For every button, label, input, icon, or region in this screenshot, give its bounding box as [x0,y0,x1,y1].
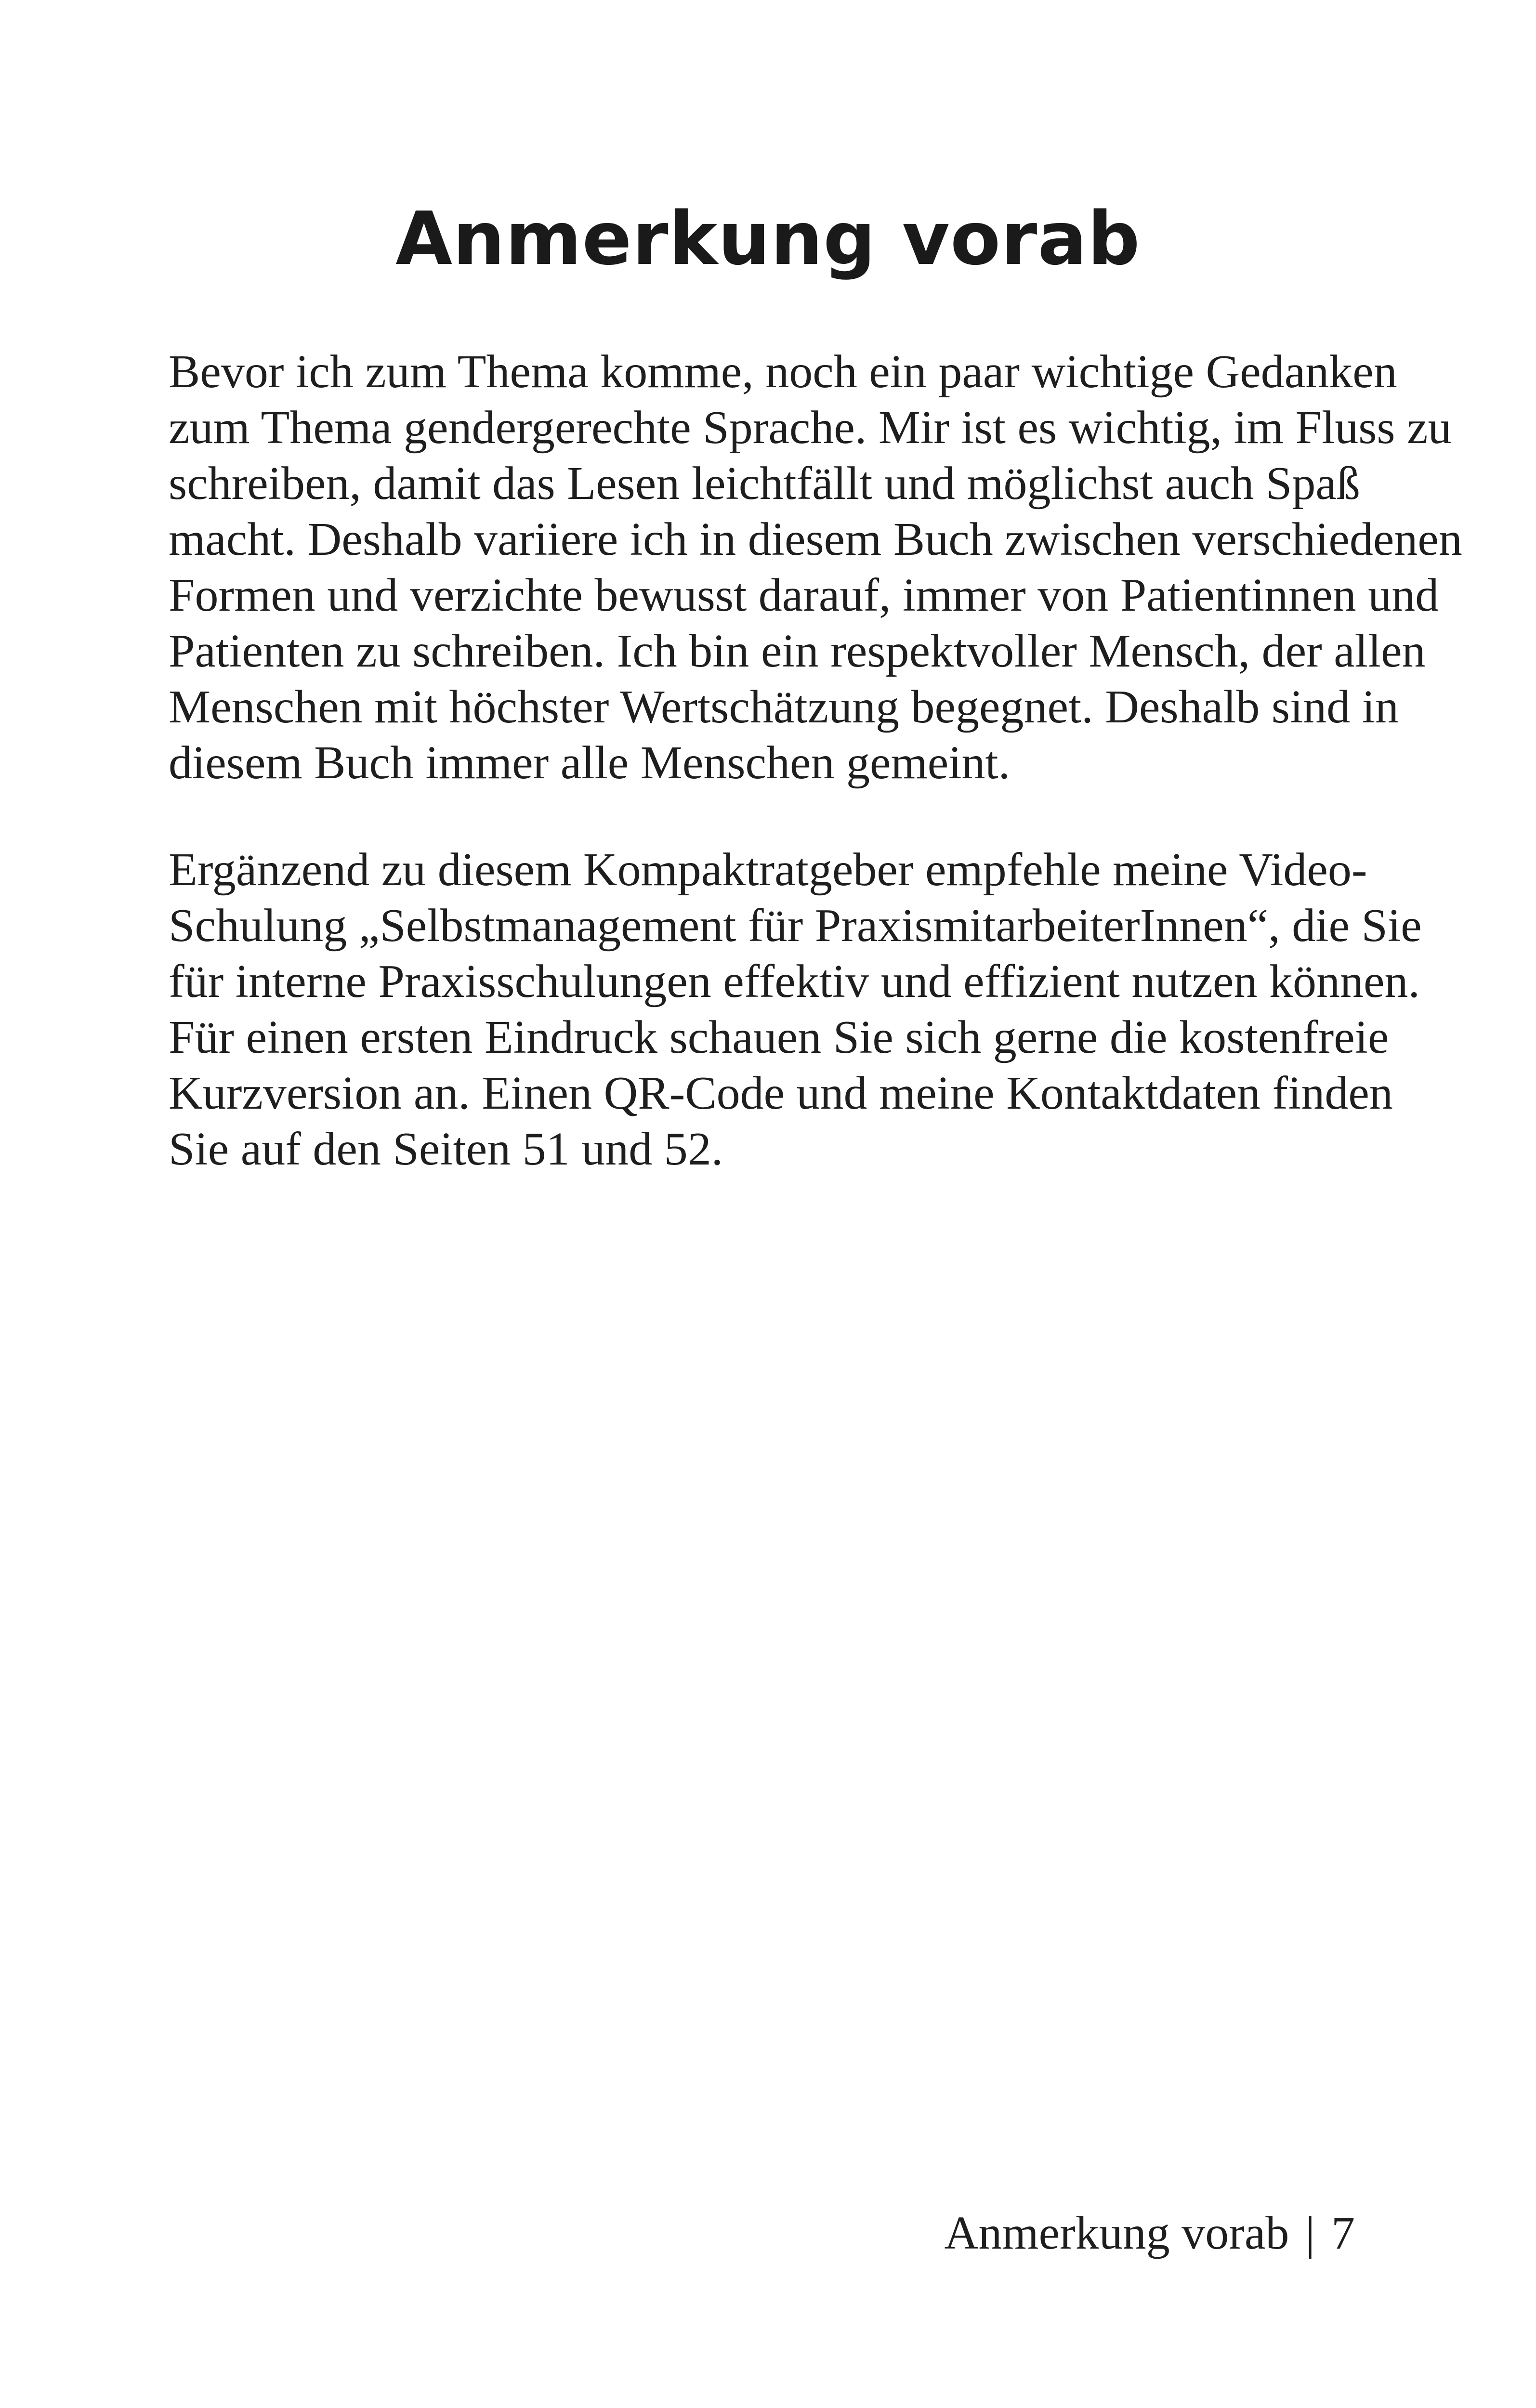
footer-separator: | [1305,2207,1315,2259]
text-line: diesem Buch immer alle Menschen gemeint. [169,737,1011,789]
paragraph-1 [169,344,1462,791]
text-line: Kurzversion an. Einen QR-Code und meine Kontaktdaten finden [169,1067,1393,1119]
text-line: Menschen mit höchster Wertschätzung begegnet. Deshalb sind in [169,681,1399,733]
text-line: Sie auf den Seiten 51 und 52. [169,1123,723,1175]
text-line: Ergänzend zu diesem Kompaktratgeber empfehle meine Video- [169,844,1367,896]
page-footer [944,2207,1355,2259]
text-line: Patienten zu schreiben. Ich bin ein respektvoller Mensch, der allen [169,625,1426,677]
text-line: Bevor ich zum Thema komme, noch ein paar wichtige Gedanken [169,346,1397,398]
paragraph-2 [169,842,1422,1177]
text-line: macht. Deshalb variiere ich in diesem Buch zwischen verschiedenen [169,513,1462,565]
text-line: schreiben, damit das Lesen leichtfällt und möglichst auch Spaß [169,458,1360,510]
text-line: Für einen ersten Eindruck schauen Sie sich gerne die kostenfreie [169,1011,1389,1063]
page-title: Anmerkung vorab [395,196,1141,281]
text-line: Schulung „Selbstmanagement für PraxismitarbeiterInnen“, die Sie [169,900,1422,952]
text-line: zum Thema gendergerechte Sprache. Mir ist es wichtig, im Fluss zu [169,402,1452,454]
page-number: 7 [1331,2207,1355,2259]
text-line: für interne Praxisschulungen effektiv und effizient nutzen können. [169,955,1420,1008]
text-line: Formen und verzichte bewusst darauf, immer von Patientinnen und [169,569,1439,621]
running-title: Anmerkung vorab [944,2207,1289,2259]
